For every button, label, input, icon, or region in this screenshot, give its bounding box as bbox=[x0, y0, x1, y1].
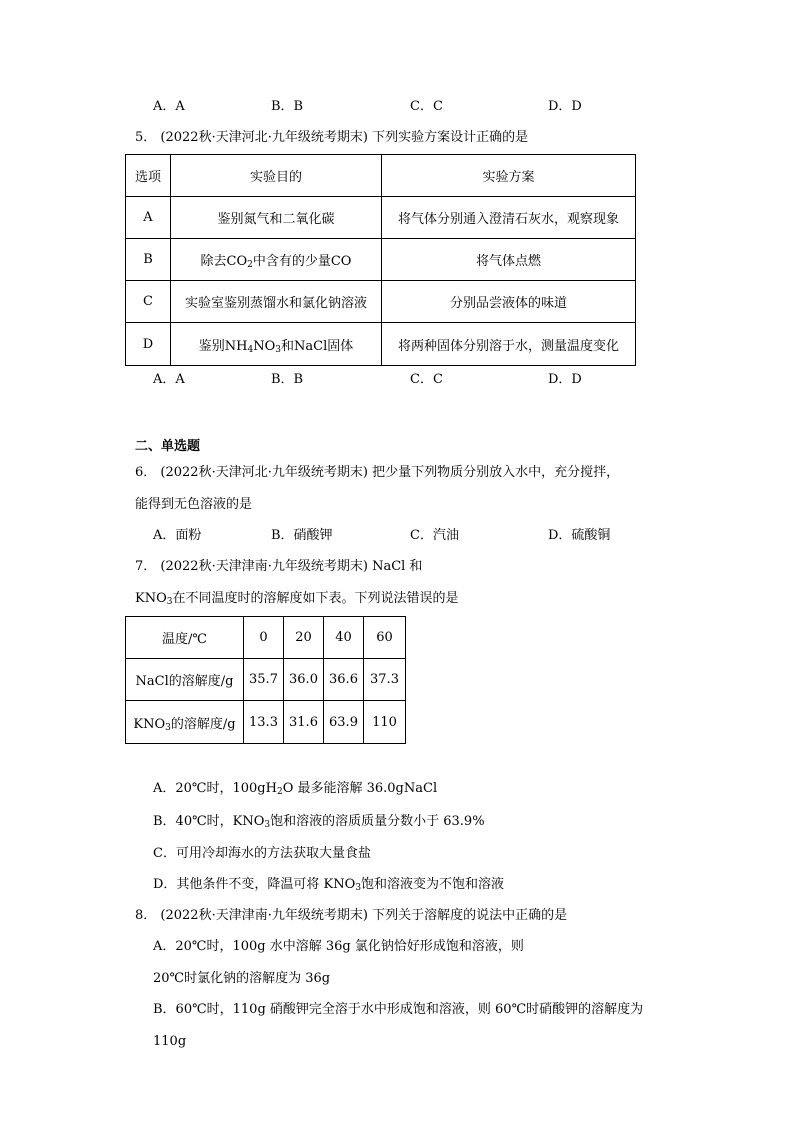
q4-option-b: B．B bbox=[271, 99, 304, 114]
q8-option-a-line1: A．20℃时，100g 水中溶解 36g 氯化钠恰好形成饱和溶液，则 bbox=[153, 939, 524, 954]
q5-option-d: D．D bbox=[548, 372, 582, 387]
q6-option-b: B．硝酸钾 bbox=[271, 528, 333, 543]
q8-option-b-line1: B．60℃时，110g 硝酸钾完全溶于水中形成饱和溶液，则 60℃时硝酸钾的溶解度为 bbox=[153, 1002, 644, 1017]
q6-options bbox=[153, 526, 753, 546]
row-plan: 将气体分别通入澄清石灰水，观察现象 bbox=[382, 197, 636, 239]
q7-stem-line2: $KNO_3$在不同温度时的溶解度如下表。下列说法错误的是 bbox=[135, 591, 459, 607]
row-goal: 鉴别$NH_4NO_3$和NaCl固体 bbox=[171, 323, 382, 366]
row-option: B bbox=[126, 239, 171, 281]
q4-option-c: C．C bbox=[410, 99, 443, 114]
q8-number: 8． bbox=[135, 908, 157, 923]
row-plan: 将两种固体分别溶于水，测量温度变化 bbox=[382, 323, 636, 366]
table-row bbox=[126, 659, 406, 701]
q5-option-c: C．C bbox=[410, 372, 443, 387]
q8-stem-text: 下列关于溶解度的说法中正确的是 bbox=[372, 908, 568, 923]
q4-options bbox=[153, 97, 753, 117]
q6-option-c: C．汽油 bbox=[410, 528, 459, 543]
q7-number: 7． bbox=[135, 559, 157, 574]
row-plan: 将气体点燃 bbox=[382, 239, 636, 281]
q7-option-c: C．可用冷却海水的方法获取大量食盐 bbox=[153, 846, 371, 861]
q8-option-a-line2: 20℃时氯化钠的溶解度为 36g bbox=[153, 971, 331, 986]
kno3-cell: 13.3 bbox=[244, 701, 284, 744]
row-goal: 实验室鉴别蒸馏水和氯化钠溶液 bbox=[171, 281, 382, 323]
q6-source: (2022秋·天津河北·九年级统考期末) bbox=[160, 465, 368, 480]
temp-cell: 20 bbox=[284, 617, 324, 659]
header-plan: 实验方案 bbox=[382, 155, 636, 197]
row-goal: 除去$CO_2$中含有的少量CO bbox=[171, 239, 382, 281]
kno3-label: $KNO_3$的溶解度/g bbox=[126, 701, 244, 744]
table-row bbox=[126, 281, 636, 323]
q6-stem-line2: 能得到无色溶液的是 bbox=[135, 497, 253, 512]
q7-stem-line1: NaCl 和 bbox=[372, 559, 423, 574]
q5-stem-text: 下列实验方案设计正确的是 bbox=[372, 130, 529, 145]
kno3-cell: 63.9 bbox=[324, 701, 364, 744]
q6-stem-line1: 把少量下列物质分别放入水中，充分搅拌， bbox=[372, 465, 620, 480]
nacl-cell: 35.7 bbox=[244, 659, 284, 701]
q5-option-b: B．B bbox=[271, 372, 304, 387]
q4-option-a: A．A bbox=[153, 99, 185, 114]
q6-number: 6． bbox=[135, 465, 157, 480]
q6-stem bbox=[135, 463, 619, 483]
table-row bbox=[126, 197, 636, 239]
row-goal: 鉴别氮气和二氧化碳 bbox=[171, 197, 382, 239]
q7-source: (2022秋·天津津南·九年级统考期末) bbox=[160, 559, 368, 574]
table-row bbox=[126, 617, 406, 659]
temp-cell: 60 bbox=[364, 617, 406, 659]
q6-option-a: A．面粉 bbox=[153, 528, 202, 543]
nacl-cell: 36.0 bbox=[284, 659, 324, 701]
table-row bbox=[126, 323, 636, 366]
temp-label: 温度/℃ bbox=[126, 617, 244, 659]
q5-options bbox=[153, 370, 753, 390]
nacl-cell: 36.6 bbox=[324, 659, 364, 701]
q8-stem bbox=[135, 906, 567, 926]
q5-option-a: A．A bbox=[153, 372, 185, 387]
row-plan: 分别品尝液体的味道 bbox=[382, 281, 636, 323]
row-option: D bbox=[126, 323, 171, 366]
row-option: A bbox=[126, 197, 171, 239]
q5-table bbox=[125, 154, 636, 366]
q6-option-d: D．硫酸铜 bbox=[548, 528, 611, 543]
kno3-cell: 31.6 bbox=[284, 701, 324, 744]
q8-source: (2022秋·天津津南·九年级统考期末) bbox=[160, 908, 368, 923]
q7-option-b: B．40℃时，$KNO_3$饱和溶液的溶质质量分数小于 63.9% bbox=[153, 814, 485, 830]
q5-stem bbox=[135, 128, 528, 148]
q7-table bbox=[125, 616, 406, 744]
kno3-cell: 110 bbox=[364, 701, 406, 744]
q5-number: 5． bbox=[135, 130, 157, 145]
q5-table-header bbox=[126, 155, 636, 197]
q7-option-d: D．其他条件不变，降温可将 $KNO_3$饱和溶液变为不饱和溶液 bbox=[153, 877, 505, 893]
row-option: C bbox=[126, 281, 171, 323]
q7-option-a: A．20℃时，$100gH_2O$ 最多能溶解 36.0gNaCl bbox=[153, 781, 438, 797]
header-option: 选项 bbox=[126, 155, 171, 197]
nacl-label: NaCl的溶解度/g bbox=[126, 659, 244, 701]
q5-source: (2022秋·天津河北·九年级统考期末) bbox=[160, 130, 368, 145]
temp-cell: 0 bbox=[244, 617, 284, 659]
q7-stem bbox=[135, 557, 422, 577]
table-row bbox=[126, 701, 406, 744]
q8-option-b-line2: 110g bbox=[153, 1034, 187, 1049]
temp-cell: 40 bbox=[324, 617, 364, 659]
q4-option-d: D．D bbox=[548, 99, 582, 114]
nacl-cell: 37.3 bbox=[364, 659, 406, 701]
table-row bbox=[126, 239, 636, 281]
section-title: 二、单选题 bbox=[135, 439, 201, 454]
header-goal: 实验目的 bbox=[171, 155, 382, 197]
